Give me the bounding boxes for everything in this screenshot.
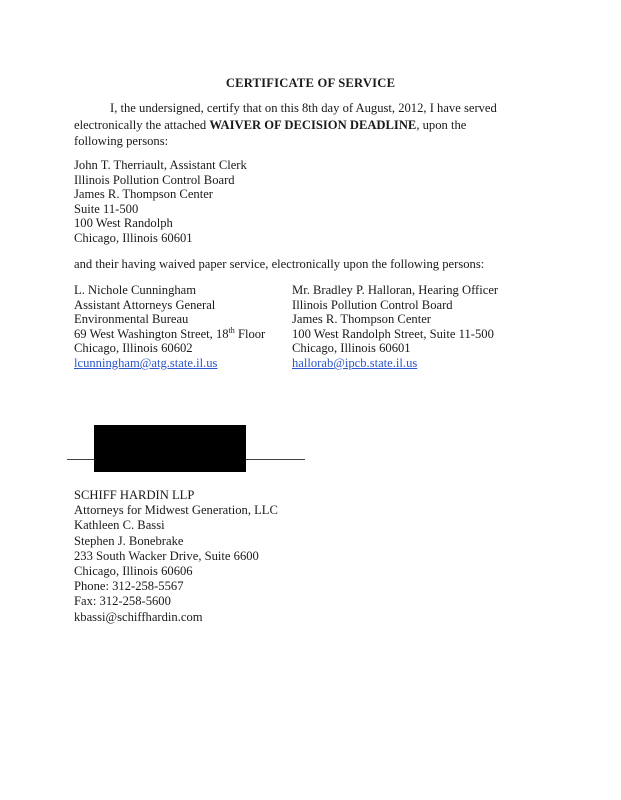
- attorney-general-address-block: [74, 283, 265, 371]
- firm-address-line: Stephen J. Bonebrake: [74, 533, 184, 548]
- left-address-city: Chicago, Illinois 60602: [74, 341, 193, 356]
- document-name: WAIVER OF DECISION DEADLINE: [209, 117, 417, 132]
- certificate-title: CERTIFICATE OF SERVICE: [225, 76, 396, 90]
- firm-email: kbassi@schiffhardin.com: [74, 609, 203, 624]
- intro-text-after: , upon the following persons:: [74, 117, 467, 148]
- clerk-address-block: [74, 158, 247, 246]
- firm-address-line: SCHIFF HARDIN LLP: [74, 488, 195, 502]
- intro-text-before: I, the undersigned, certify that on this 8th day of August, 2012, I have served electronically the attached: [74, 101, 497, 132]
- clerk-address-line: Suite 11-500: [74, 201, 139, 216]
- firm-fax: Fax: 312-258-5600: [74, 594, 171, 609]
- right-address-line: Illinois Pollution Control Board: [292, 297, 453, 312]
- clerk-address-line: Chicago, Illinois 60601: [74, 230, 193, 245]
- halloran-email-link[interactable]: hallorab@ipcb.state.il.us: [292, 355, 418, 370]
- clerk-address-line: 100 West Randolph: [74, 216, 173, 231]
- law-firm-address-block: [74, 488, 278, 625]
- right-address-line: Chicago, Illinois 60601: [292, 341, 411, 356]
- left-address-line: Assistant Attorneys General: [74, 297, 216, 312]
- right-address-line: James R. Thompson Center: [292, 312, 431, 327]
- clerk-address-line: James R. Thompson Center: [74, 187, 213, 202]
- left-address-street: 69 West Washington Street, 18th Floor: [74, 325, 266, 341]
- clerk-address-line: John T. Therriault, Assistant Clerk: [74, 158, 247, 172]
- left-address-line: L. Nichole Cunningham: [74, 283, 197, 297]
- cunningham-email-link[interactable]: lcunningham@atg.state.il.us: [74, 355, 218, 370]
- left-address-line: Environmental Bureau: [74, 312, 189, 327]
- firm-phone: Phone: 312-258-5567: [74, 579, 184, 594]
- hearing-officer-address-block: [292, 283, 498, 371]
- waived-service-statement: and their having waived paper service, electronically upon the following persons:: [74, 257, 485, 271]
- firm-address-line: 233 South Wacker Drive, Suite 6600: [74, 548, 259, 563]
- firm-address-line: Kathleen C. Bassi: [74, 518, 165, 533]
- right-address-line: 100 West Randolph Street, Suite 11-500: [292, 326, 494, 341]
- firm-address-line: Attorneys for Midwest Generation, LLC: [74, 503, 278, 518]
- certification-paragraph: [74, 100, 514, 150]
- signature-redaction: [94, 425, 246, 472]
- firm-address-line: Chicago, Illinois 60606: [74, 564, 193, 579]
- right-address-line: Mr. Bradley P. Halloran, Hearing Officer: [292, 283, 499, 297]
- clerk-address-line: Illinois Pollution Control Board: [74, 172, 235, 187]
